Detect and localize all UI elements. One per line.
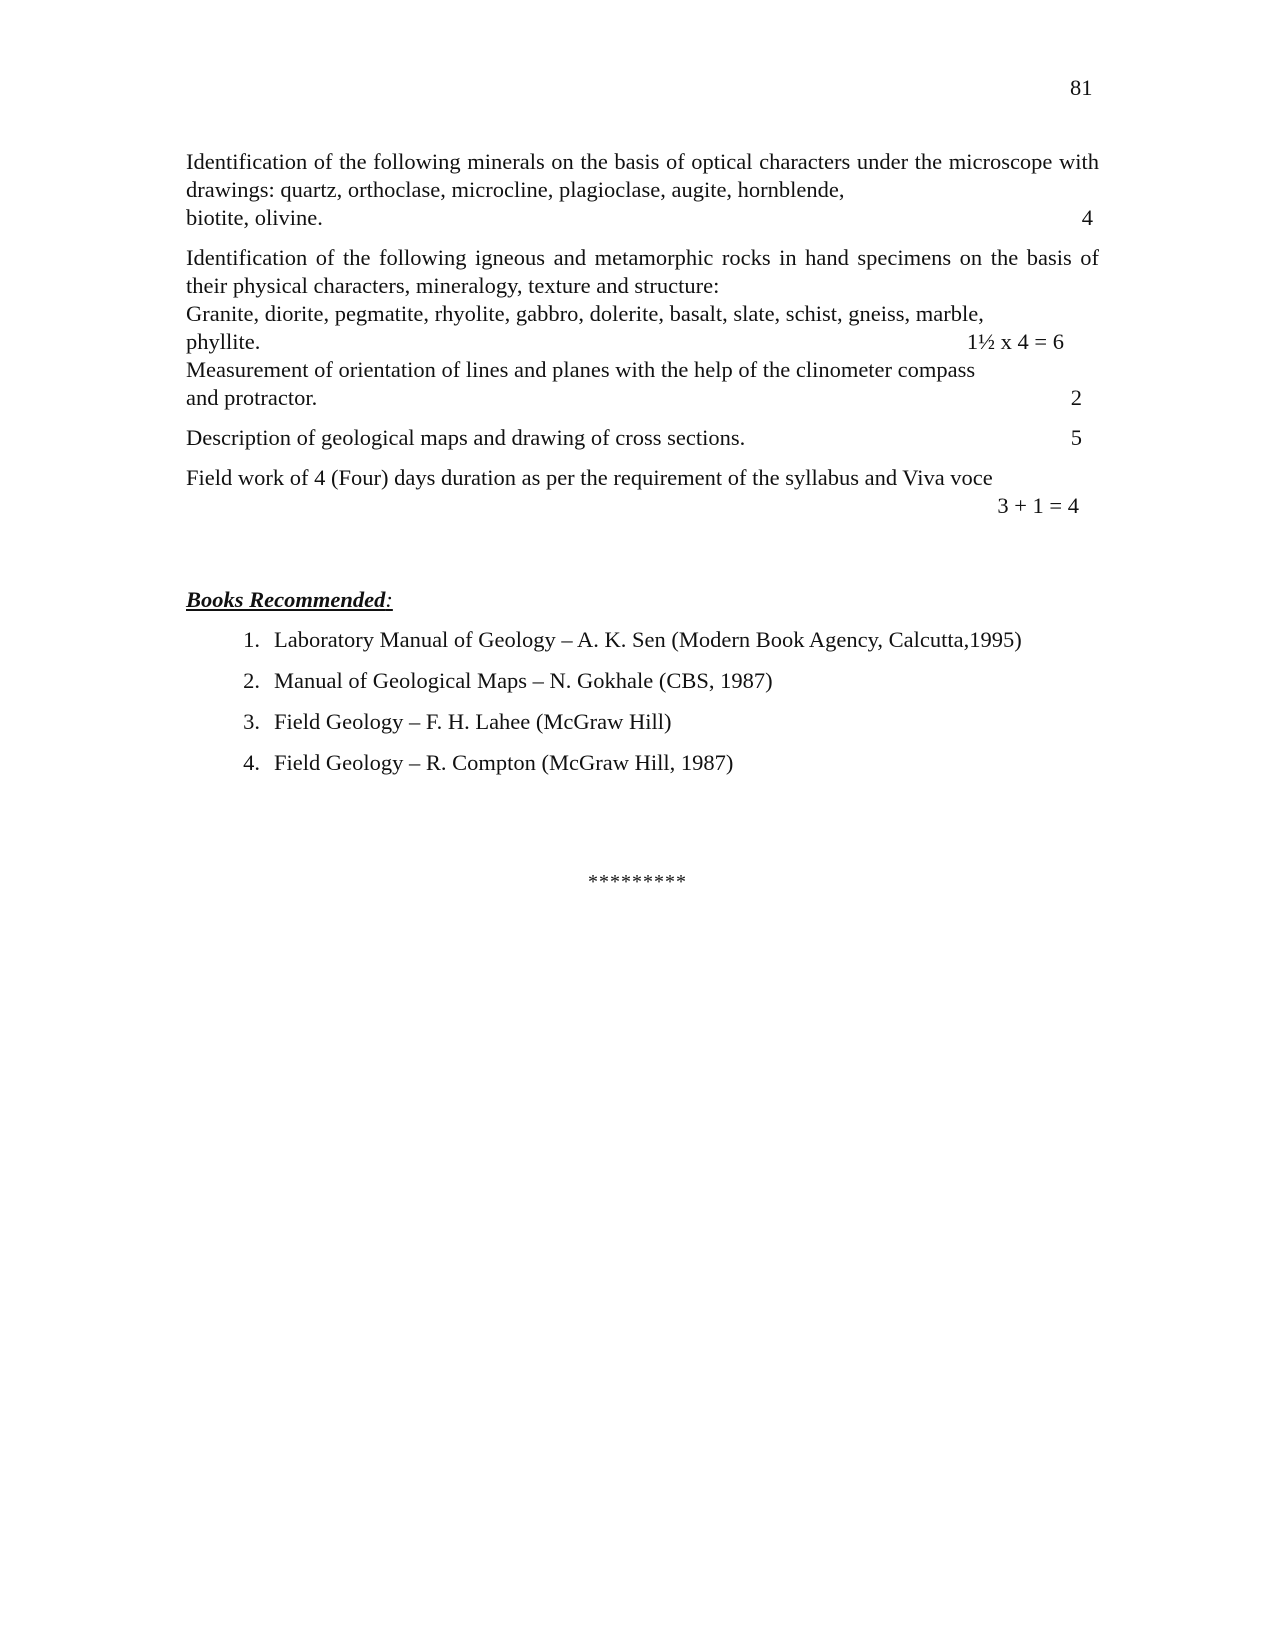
list-item <box>186 749 1022 790</box>
book-title: Laboratory Manual of Geology – A. K. Sen (Modern Book Agency, Calcutta,1995) <box>274 627 1022 652</box>
rocks-last-line <box>186 328 1099 356</box>
measurement-paragraph: Measurement of orientation of lines and planes with the help of the clinometer compass <box>186 357 976 382</box>
minerals-last-line <box>186 204 1099 232</box>
book-title: Field Geology – F. H. Lahee (McGraw Hill) <box>274 709 672 734</box>
list-item <box>186 667 1022 708</box>
book-number: 1. <box>243 627 260 652</box>
minerals-marks: 4 <box>1081 205 1093 230</box>
minerals-last-text: biotite, olivine. <box>186 205 323 230</box>
books-list <box>186 626 1022 790</box>
page-number: 81 <box>1070 75 1093 100</box>
rocks-list-paragraph: Granite, diorite, pegmatite, rhyolite, gabbro, dolerite, basalt, slate, schist, gneiss, marble, <box>186 301 984 326</box>
maps-text: Description of geological maps and drawing of cross sections. <box>186 425 746 450</box>
book-title: Field Geology – R. Compton (McGraw Hill, 1987) <box>274 750 734 775</box>
rocks-last-text: phyllite. <box>186 329 261 354</box>
fieldwork-line: Field work of 4 (Four) days duration as per the requirement of the syllabus and Viva voce <box>186 465 993 490</box>
book-number: 2. <box>243 668 260 693</box>
books-heading <box>186 586 393 614</box>
list-item <box>186 708 1022 749</box>
books-heading-text: Books Recommended <box>186 587 386 612</box>
maps-line <box>186 424 1099 452</box>
book-title: Manual of Geological Maps – N. Gokhale (CBS, 1987) <box>274 668 773 693</box>
measurement-last-line <box>186 384 1099 412</box>
end-marker: ********* <box>588 871 687 893</box>
book-number: 4. <box>243 750 260 775</box>
measurement-last-text: and protractor. <box>186 385 318 410</box>
fieldwork-marks: 3 + 1 = 4 <box>997 493 1079 518</box>
practical-items <box>186 148 1099 520</box>
rocks-intro-paragraph: Identification of the following igneous and metamorphic rocks in hand specimens on the basis of their physical characters, mineralogy, texture and structure: <box>186 245 1099 298</box>
minerals-paragraph: Identification of the following minerals on the basis of optical characters under the microscope with drawings: quartz, orthoclase, microcline, plagioclase, augite, hornblende, <box>186 149 1099 202</box>
measurement-marks: 2 <box>1070 385 1082 410</box>
rocks-marks: 1½ x 4 = 6 <box>966 329 1064 354</box>
list-item <box>186 626 1022 667</box>
book-number: 3. <box>243 709 260 734</box>
maps-marks: 5 <box>1070 425 1082 450</box>
books-heading-suffix: : <box>385 587 393 612</box>
